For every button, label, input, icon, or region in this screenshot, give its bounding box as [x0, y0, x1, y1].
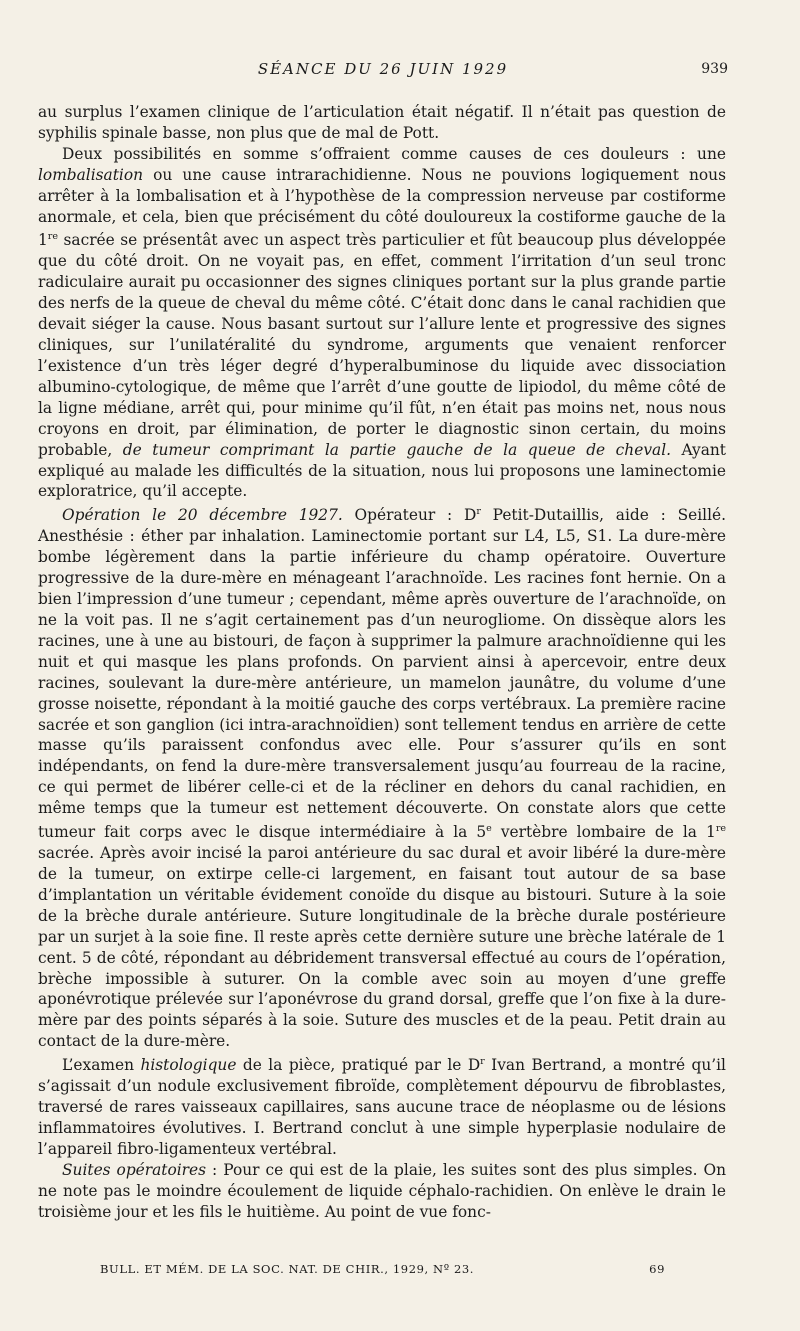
italic-text: histologique: [140, 1056, 237, 1075]
text-run: Ivan Bertrand, a montré qu’il s’agissait d’un nodule exclusivement fibroïde, complètement dépourvu de fibroblastes, traversé de rares vaisseaux capillaires, sans aucune trace de néoplasme ou de lésions inflammatoires évolutives. I. Bertrand conclut à une simple hyperplasie nodulaire de l’appareil fibro-ligamenteux vertébral.: [38, 1056, 726, 1158]
italic-text: Suites opératoires: [62, 1160, 207, 1179]
text-run: : Pour ce qui est de la plaie, les suites sont des plus simples. On ne note pas le moindre écoulement de liquide céphalo-rachidien. On enlève le drain le troisième jour et les fils le huitième. Au point de vue fonc-: [38, 1160, 726, 1221]
paragraph: [38, 502, 726, 1052]
text-run: sacrée se présentât avec un aspect très particulier et fût beaucoup plus développée que du côté droit. On ne voyait pas, en effet, comment l’irritation d’un seul tronc radiculaire aurait pu occasionner des signes cliniques portant sur la plus grande partie des nerfs de la queue de cheval du même côté. C’était donc dans le canal rachidien que devait siéger la cause. Nous basant surtout sur l’allure lente et progressive des signes cliniques, sur l’unilatéralité du syndrome, arguments que venaient renforcer l’existence d’un très léger degré d’hyperalbuminose du liquide avec dissociation albumino-cytologique, de même que l’arrêt d’une goutte de lipiodol, du même côté de la ligne médiane, arrêt qui, pour minime qu’il fût, n’en était pas moins net, nous nous croyons en droit, par élimination, de porter le diagnostic sinon certain, du moins probable,: [38, 231, 726, 459]
text-run: sacrée. Après avoir incisé la paroi antérieure du sac dural et avoir libéré la dure-mère de la tumeur, on extirpe celle-ci largement, en faisant tout autour de sa base d’implantation un véritable évidement conoïde du disque au bistouri. Suture à la soie de la brèche durale antérieure. Suture longitudinale de la brèche durale postérieure par un surjet à la soie fine. Il reste après cette dernière suture une brèche latérale de 1 cent. 5 de côté, répondant au débridement transversal effectué au cours de l’opération, brèche impossible à suturer. On la comble avec soin au moyen d’une greffe aponévrotique prélevée sur l’aponévrose du grand dorsal, greffe que l’on fixe à la dure-mère par des points séparés à la soie. Suture des muscles et de la peau. Petit drain au contact de la dure-mère.: [38, 844, 726, 1051]
italic-text: lombalisation: [38, 165, 144, 184]
text-run: L’examen: [62, 1056, 141, 1075]
italic-text: Opération le 20 décembre 1927.: [62, 506, 343, 525]
text-run: Ayant expliqué au malade les difficultés de la situation, nous lui proposons une laminectomie exploratrice, qu’il accepte.: [38, 440, 726, 501]
paragraph: [38, 102, 726, 144]
superscript: re: [715, 823, 727, 835]
superscript: e: [486, 823, 492, 835]
paragraph: [38, 1052, 726, 1160]
text-run: ou une cause intrarachidienne. Nous ne pouvions logiquement nous arrêter à la lombalisation et à l’hypothèse de la compression nerveuse par costiforme anormale, et cela, bien que précisément du côté douloureux la costiforme gauche de la 1: [38, 165, 726, 250]
text-run: Opérateur : D: [342, 506, 477, 525]
superscript: re: [47, 231, 58, 243]
article-body: [38, 102, 726, 1223]
text-run: de la pièce, pratiqué par le D: [236, 1056, 481, 1075]
text-run: Deux possibilités en somme s’offraient comme causes de ces douleurs : une: [62, 144, 726, 163]
text-run: vertèbre lombaire de la 1: [491, 823, 716, 842]
page-header: [38, 60, 728, 84]
text-run: Petit-Dutaillis, aide : Seillé. Anesthésie : éther par inhalation. Laminectomie portant sur L4, L5, S1. La dure-mère bombe légèrement dans la partie inférieure du champ opératoire. Ouverture progressive de la dure-mère en ménageant l’arachnoïde. Les racines font hernie. On a bien l’impression d’une tumeur ; cependant, même après ouverture de l’arachnoïde, on ne la voit pas. Il ne s’agit certainement pas d’un neurogliome. On dissèque alors les racines, une à une au bistouri, de façon à supprimer la palmure arachnoïdienne qui les nuit et qui masque les plans profonds. On parvient ainsi à apercevoir, entre deux racines, soulevant la dure-mère antérieure, un mamelon jaunâtre, du volume d’une grosse noisette, répondant à la moitié gauche des corps vertébraux. La première racine sacrée et son ganglion (ici intra-arachnoïdien) sont tellement tendus en arrière de cette masse qu’ils paraissent confondus avec elle. Pour s’assurer qu’ils en sont indépendants, on fend la dure-mère transversalement jusqu’au fourreau de la racine, ce qui permet de libérer celle-ci et de la récliner en dehors du canal rachidien, en même temps que la tumeur est nettement découverte. On constate alors que cette tumeur fait corps avec le disque intermédiaire à la 5: [38, 506, 726, 842]
paragraph: [38, 144, 726, 503]
running-head: SÉANCE DU 26 JUIN 1929: [257, 60, 509, 78]
italic-text: de tumeur comprimant la partie gauche de la queue de cheval.: [122, 440, 672, 459]
paragraph: [38, 1160, 726, 1223]
superscript: r: [480, 1056, 485, 1068]
signature-number: 69: [649, 1262, 665, 1276]
page-footer: [100, 1262, 665, 1280]
text-run: au surplus l’examen clinique de l’articulation était négatif. Il n’était pas question de syphilis spinale basse, non plus que de mal de Pott.: [38, 103, 726, 142]
page-number: 939: [701, 61, 728, 77]
superscript: r: [476, 506, 481, 518]
journal-citation: BULL. ET MÉM. DE LA SOC. NAT. DE CHIR., 1929, Nº 23.: [100, 1262, 475, 1276]
